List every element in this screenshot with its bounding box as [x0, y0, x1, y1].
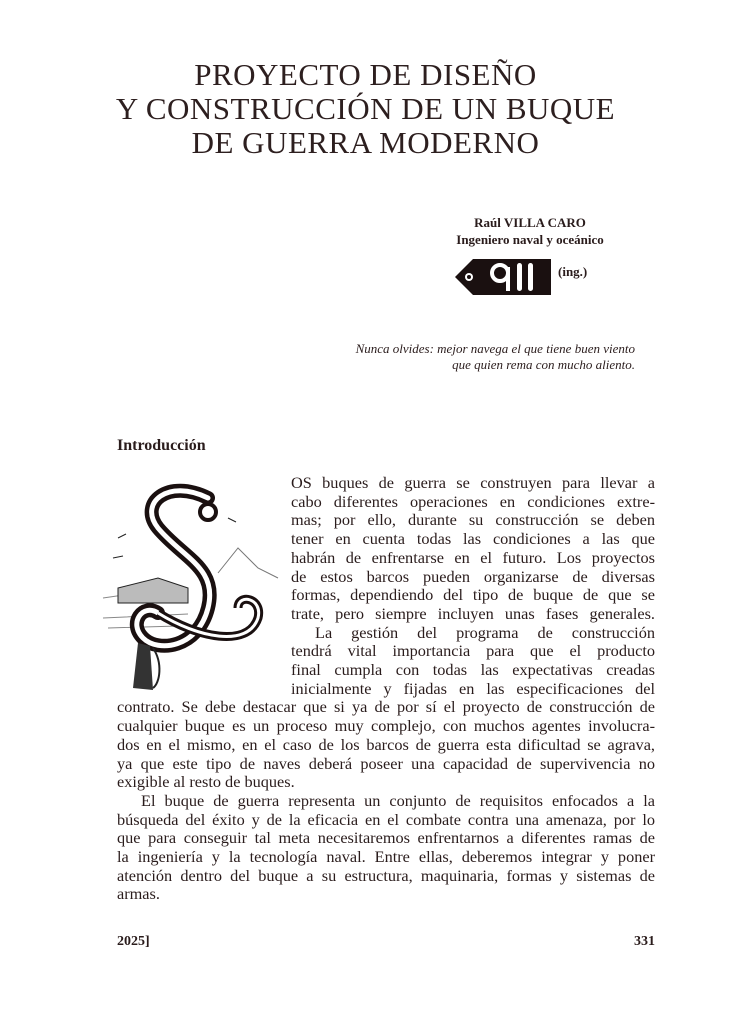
- epigraph-quote: [280, 341, 635, 373]
- article-body: [117, 474, 655, 904]
- author-role: Ingeniero naval y oceánico: [456, 232, 604, 247]
- body-line: formas, dependiendo del tipo de buque de que se: [291, 585, 655, 605]
- section-heading: Introducción: [117, 437, 206, 454]
- body-line: tener en cuenta todas las condiciones a las que: [291, 529, 655, 549]
- body-line: tendrá vital importancia para que el producto: [291, 641, 655, 661]
- body-line: búsqueda del éxito y de la eficacia en el combate contra una amenaza, por lo: [117, 809, 655, 829]
- engineer-tag-logo-icon: [455, 257, 551, 297]
- body-line: armas.: [117, 884, 160, 904]
- article-title: [0, 58, 731, 160]
- body-line: inicialmente y fijadas en las especificaciones del: [291, 678, 655, 698]
- title-line: PROYECTO DE DISEÑO: [194, 57, 537, 92]
- body-line: exigible al resto de buques.: [117, 772, 295, 792]
- body-line: cualquier buque es un proceso muy complejo, con muchos agentes involucra-: [117, 716, 655, 736]
- body-line: final cumpla con todas las expectativas creadas: [291, 660, 655, 680]
- body-line: cabo diferentes operaciones en condiciones extre-: [291, 491, 655, 511]
- title-line: DE GUERRA MODERNO: [191, 125, 540, 160]
- body-line: La gestión del programa de construcción: [315, 622, 655, 642]
- ing-suffix: (ing.): [558, 264, 588, 279]
- quote-line: Nunca olvides: mejor navega el que tiene buen viento: [355, 341, 635, 356]
- body-line: atención dentro del buque a su estructura, maquinaria, formas y sistemas de: [117, 865, 655, 885]
- quote-line: que quien rema con mucho aliento.: [452, 357, 635, 372]
- page-number: 331: [634, 934, 655, 949]
- body-line: OS buques de guerra se construyen para llevar a: [291, 473, 655, 492]
- body-line: que para conseguir tal meta necesitaremos enfrentarnos a diferentes ramas de: [117, 828, 655, 848]
- body-line: de estos barcos pueden organizarse de diversas: [291, 566, 655, 586]
- body-line: dos en el mismo, en el caso de los barcos de guerra esta dificultad se agrava,: [117, 734, 655, 754]
- body-line: mas; por ello, durante su construcción se deben: [291, 510, 655, 530]
- footer-year: 2025]: [117, 934, 150, 949]
- title-line: Y CONSTRUCCIÓN DE UN BUQUE: [115, 91, 616, 126]
- body-line: la ingeniería y la tecnología naval. Entre ellas, deberemos integrar y poner: [117, 847, 655, 867]
- author-block: [420, 214, 640, 248]
- body-line: ya que este tipo de naves deberá poseer una capacidad de supervivencia no: [117, 753, 655, 773]
- body-line: contrato. Se debe destacar que si ya de por sí el proyecto de construcción de: [117, 697, 655, 717]
- author-name: Raúl VILLA CARO: [474, 215, 586, 230]
- body-line: El buque de guerra representa un conjunto de requisitos enfocados a la: [141, 790, 655, 810]
- body-line: habrán de enfrentarse en el futuro. Los proyectos: [291, 547, 655, 567]
- body-line: trate, pero siempre incluyen unas fases generales.: [291, 603, 655, 623]
